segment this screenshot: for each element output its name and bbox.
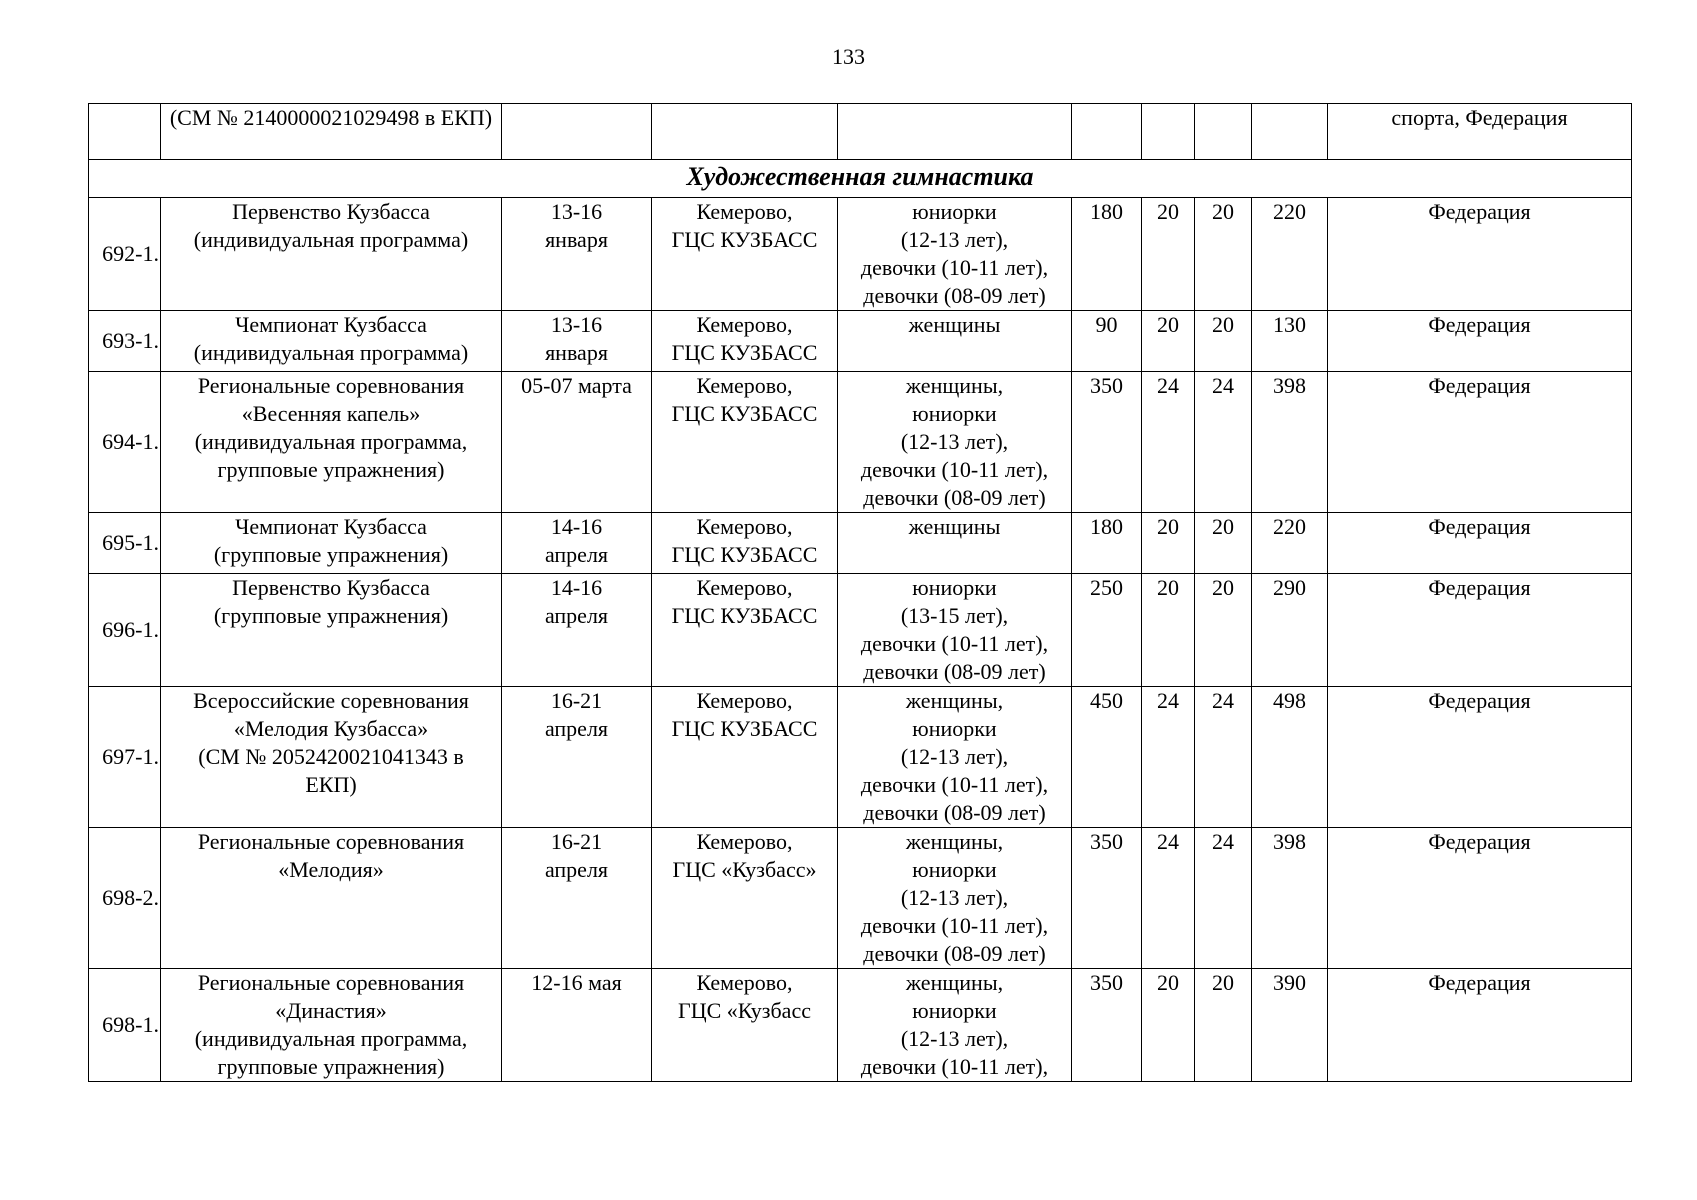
- cell-venue: [652, 104, 838, 160]
- cell-judges: 24: [1195, 372, 1252, 513]
- cell-dates: 13-16 января: [502, 198, 652, 311]
- cell-organizer: Федерация: [1328, 513, 1632, 574]
- cell-total: 220: [1252, 513, 1328, 574]
- cell-event: Первенство Кузбасса (групповые упражнения): [161, 574, 502, 687]
- cell-participants: [838, 198, 1072, 311]
- table-row: [89, 198, 1632, 311]
- participant-line: девочки (10-11 лет),: [860, 457, 1049, 482]
- cell-venue: Кемерово, ГЦС КУЗБАСС: [652, 372, 838, 513]
- cell-athletes: 90: [1072, 311, 1142, 372]
- cell-num: 692-1.: [89, 198, 161, 311]
- cell-judges: 20: [1195, 969, 1252, 1082]
- cell-coaches: 24: [1142, 828, 1195, 969]
- participant-line: юниорки: [912, 716, 997, 741]
- cell-participants: [838, 104, 1072, 160]
- participant-line: юниорки: [912, 401, 997, 426]
- cell-total: 290: [1252, 574, 1328, 687]
- cell-organizer: Федерация: [1328, 828, 1632, 969]
- cell-organizer: Федерация: [1328, 311, 1632, 372]
- section-title: Художественная гимнастика: [89, 160, 1632, 198]
- cell-participants: [838, 311, 1072, 372]
- participant-line: девочки (08-09 лет): [863, 283, 1046, 308]
- participant-line: девочки (10-11 лет),: [860, 255, 1049, 280]
- cell-num: 694-1.: [89, 372, 161, 513]
- cell-venue: Кемерово, ГЦС «Кузбасс»: [652, 828, 838, 969]
- participant-line: девочки (08-09 лет): [863, 941, 1046, 966]
- cell-organizer: Федерация: [1328, 969, 1632, 1082]
- cell-judges: 20: [1195, 513, 1252, 574]
- cell-total: 498: [1252, 687, 1328, 828]
- cell-event: Чемпионат Кузбасса (индивидуальная программа): [161, 311, 502, 372]
- cell-athletes: 180: [1072, 198, 1142, 311]
- cell-athletes: 350: [1072, 372, 1142, 513]
- participant-line: девочки (10-11 лет),: [860, 772, 1049, 797]
- cell-total: 130: [1252, 311, 1328, 372]
- cell-organizer: Федерация: [1328, 198, 1632, 311]
- cell-event: (СМ № 2140000021029498 в ЕКП): [161, 104, 502, 160]
- cell-num: 698-1.: [89, 969, 161, 1082]
- cell-participants: [838, 513, 1072, 574]
- cell-total: 220: [1252, 198, 1328, 311]
- participant-line: девочки (10-11 лет),: [860, 1054, 1049, 1079]
- cell-participants: [838, 828, 1072, 969]
- cell-dates: 12-16 мая: [502, 969, 652, 1082]
- cell-venue: Кемерово, ГЦС «Кузбасс: [652, 969, 838, 1082]
- cell-participants: [838, 574, 1072, 687]
- cell-coaches: 20: [1142, 198, 1195, 311]
- cell-dates: 13-16 января: [502, 311, 652, 372]
- cell-total: 398: [1252, 828, 1328, 969]
- cell-judges: 20: [1195, 574, 1252, 687]
- participant-line: девочки (08-09 лет): [863, 800, 1046, 825]
- cell-event: Региональные соревнования «Мелодия»: [161, 828, 502, 969]
- participant-line: юниорки: [912, 857, 997, 882]
- participant-line: юниорки: [912, 199, 997, 224]
- participant-line: юниорки: [912, 575, 997, 600]
- cell-dates: [502, 104, 652, 160]
- participant-line: (12-13 лет),: [900, 1026, 1009, 1051]
- cell-coaches: 20: [1142, 513, 1195, 574]
- events-table: [88, 103, 1632, 1082]
- participant-line: женщины: [908, 514, 1001, 539]
- participant-line: (12-13 лет),: [900, 744, 1009, 769]
- cell-judges: [1195, 104, 1252, 160]
- cell-judges: 20: [1195, 311, 1252, 372]
- cell-total: 390: [1252, 969, 1328, 1082]
- cell-participants: [838, 372, 1072, 513]
- cell-event: Первенство Кузбасса (индивидуальная программа): [161, 198, 502, 311]
- cell-athletes: [1072, 104, 1142, 160]
- table-row: [89, 513, 1632, 574]
- cell-athletes: 350: [1072, 969, 1142, 1082]
- participant-line: женщины,: [905, 373, 1004, 398]
- cell-judges: 24: [1195, 687, 1252, 828]
- cell-dates: 14-16 апреля: [502, 513, 652, 574]
- cell-dates: 05-07 марта: [502, 372, 652, 513]
- cell-judges: 24: [1195, 828, 1252, 969]
- cell-coaches: 20: [1142, 311, 1195, 372]
- participant-line: девочки (10-11 лет),: [860, 631, 1049, 656]
- cell-judges: 20: [1195, 198, 1252, 311]
- cell-dates: 16-21 апреля: [502, 828, 652, 969]
- table-row: [89, 828, 1632, 969]
- cell-total: [1252, 104, 1328, 160]
- participant-line: женщины: [908, 312, 1001, 337]
- cell-athletes: 250: [1072, 574, 1142, 687]
- participant-line: (12-13 лет),: [900, 429, 1009, 454]
- cell-athletes: 350: [1072, 828, 1142, 969]
- cell-event: Региональные соревнования «Династия» (индивидуальная программа, групповые упражнения): [161, 969, 502, 1082]
- table-row: [89, 311, 1632, 372]
- cell-event: Региональные соревнования «Весенняя капель» (индивидуальная программа, групповые упражнения): [161, 372, 502, 513]
- cell-organizer: спорта, Федерация: [1328, 104, 1632, 160]
- participant-line: юниорки: [912, 998, 997, 1023]
- cell-num: 698-2.: [89, 828, 161, 969]
- participant-line: девочки (08-09 лет): [863, 485, 1046, 510]
- participant-line: женщины,: [905, 829, 1004, 854]
- participant-line: (12-13 лет),: [900, 885, 1009, 910]
- cell-venue: Кемерово, ГЦС КУЗБАСС: [652, 198, 838, 311]
- cell-venue: Кемерово, ГЦС КУЗБАСС: [652, 513, 838, 574]
- section-header-row: [89, 160, 1632, 198]
- cell-participants: [838, 969, 1072, 1082]
- table-row: [89, 372, 1632, 513]
- cell-coaches: 24: [1142, 372, 1195, 513]
- cell-venue: Кемерово, ГЦС КУЗБАСС: [652, 311, 838, 372]
- cell-num: 693-1.: [89, 311, 161, 372]
- cell-athletes: 450: [1072, 687, 1142, 828]
- cell-participants: [838, 687, 1072, 828]
- cell-total: 398: [1252, 372, 1328, 513]
- cell-coaches: 24: [1142, 687, 1195, 828]
- cell-coaches: 20: [1142, 969, 1195, 1082]
- cell-num: [89, 104, 161, 160]
- cell-venue: Кемерово, ГЦС КУЗБАСС: [652, 687, 838, 828]
- cell-organizer: Федерация: [1328, 574, 1632, 687]
- cell-event: Всероссийские соревнования «Мелодия Кузбасса» (СМ № 2052420021041343 в ЕКП): [161, 687, 502, 828]
- page-number: 133: [832, 44, 865, 69]
- cell-coaches: 20: [1142, 574, 1195, 687]
- table-row: [89, 574, 1632, 687]
- continuation-row: [89, 104, 1632, 160]
- table-row: [89, 969, 1632, 1082]
- cell-num: 695-1.: [89, 513, 161, 574]
- participant-line: (12-13 лет),: [900, 227, 1009, 252]
- participant-line: девочки (08-09 лет): [863, 659, 1046, 684]
- cell-organizer: Федерация: [1328, 687, 1632, 828]
- cell-organizer: Федерация: [1328, 372, 1632, 513]
- participant-line: женщины,: [905, 970, 1004, 995]
- cell-dates: 14-16 апреля: [502, 574, 652, 687]
- cell-coaches: [1142, 104, 1195, 160]
- participant-line: женщины,: [905, 688, 1004, 713]
- cell-athletes: 180: [1072, 513, 1142, 574]
- cell-num: 696-1.: [89, 574, 161, 687]
- participant-line: девочки (10-11 лет),: [860, 913, 1049, 938]
- participant-line: (13-15 лет),: [900, 603, 1009, 628]
- cell-num: 697-1.: [89, 687, 161, 828]
- table-row: [89, 687, 1632, 828]
- cell-event: Чемпионат Кузбасса (групповые упражнения): [161, 513, 502, 574]
- cell-dates: 16-21 апреля: [502, 687, 652, 828]
- cell-venue: Кемерово, ГЦС КУЗБАСС: [652, 574, 838, 687]
